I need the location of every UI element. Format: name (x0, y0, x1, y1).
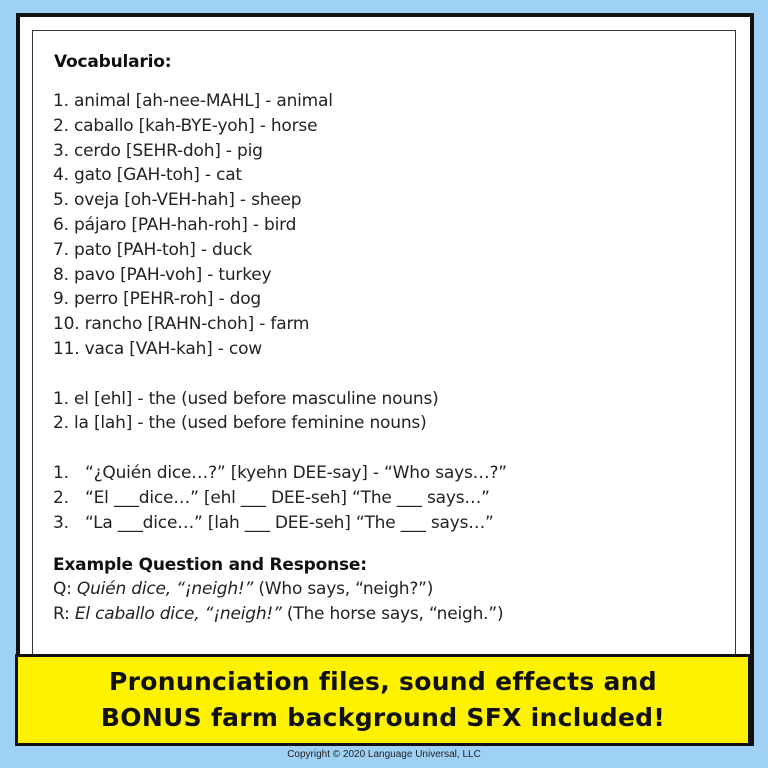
question-english: (Who says, “neigh?”) (253, 579, 434, 600)
phrases-list (53, 461, 733, 535)
phrase-number: 2. (53, 487, 69, 508)
vocab-item: 2. caballo [kah-BYE-yoh] - horse (53, 115, 318, 136)
phrase-item (53, 486, 733, 511)
banner-line-2: BONUS farm background SFX included! (100, 703, 666, 732)
vocab-item: 4. gato [GAH-toh] - cat (53, 165, 242, 186)
vocab-item: 3. cerdo [SEHR-doh] - pig (53, 140, 263, 161)
article-item: 1. el [ehl] - the (used before masculine nouns) (53, 388, 439, 409)
worksheet-content (53, 52, 733, 627)
example-heading: Example Question and Response: (53, 555, 367, 576)
example-response (53, 602, 733, 627)
articles-list (53, 387, 733, 437)
vocab-item: 6. pájaro [PAH-hah-roh] - bird (53, 214, 297, 235)
vocab-item: 8. pavo [PAH-voh] - turkey (53, 264, 272, 285)
copyright-notice: Copyright © 2020 Language Universal, LLC (287, 749, 481, 760)
vocab-item: 11. vaca [VAH-kah] - cow (53, 338, 262, 359)
response-prefix: R: (53, 604, 75, 625)
promo-banner (15, 654, 751, 746)
phrase-text: “¿Quién dice…?” [kyehn DEE-say] - “Who says…?” (85, 462, 507, 483)
question-spanish: Quién dice, “¡neigh!” (76, 579, 254, 600)
phrase-number: 1. (53, 462, 69, 483)
spacer (53, 436, 733, 461)
phrase-text: “El ___dice…” [ehl ___ DEE-seh] “The ___ says…” (85, 487, 490, 508)
article-item: 2. la [lah] - the (used before feminine nouns) (53, 413, 427, 434)
vocabulary-list (53, 89, 733, 362)
vocab-item: 1. animal [ah-nee-MAHL] - animal (53, 91, 333, 111)
banner-line-1: Pronunciation files, sound effects and (109, 667, 657, 696)
response-english: (The horse says, “neigh.”) (281, 604, 504, 625)
vocab-item: 9. perro [PEHR-roh] - dog (53, 289, 261, 310)
phrase-text: “La ___dice…” [lah ___ DEE-seh] “The ___ says…” (85, 512, 494, 533)
vocab-item: 5. oveja [oh-VEH-hah] - sheep (53, 190, 302, 211)
vocab-item: 7. pato [PAH-toh] - duck (53, 239, 253, 260)
example-question (53, 577, 733, 602)
vocab-item: 10. rancho [RAHN-choh] - farm (53, 314, 310, 335)
spacer (53, 535, 733, 549)
response-spanish: El caballo dice, “¡neigh!” (74, 604, 282, 625)
phrase-number: 3. (53, 512, 69, 533)
spacer (53, 362, 733, 387)
question-prefix: Q: (53, 579, 77, 600)
phrase-item (53, 461, 733, 486)
phrase-item (53, 511, 733, 536)
vocabulary-heading: Vocabulario: (54, 52, 172, 72)
